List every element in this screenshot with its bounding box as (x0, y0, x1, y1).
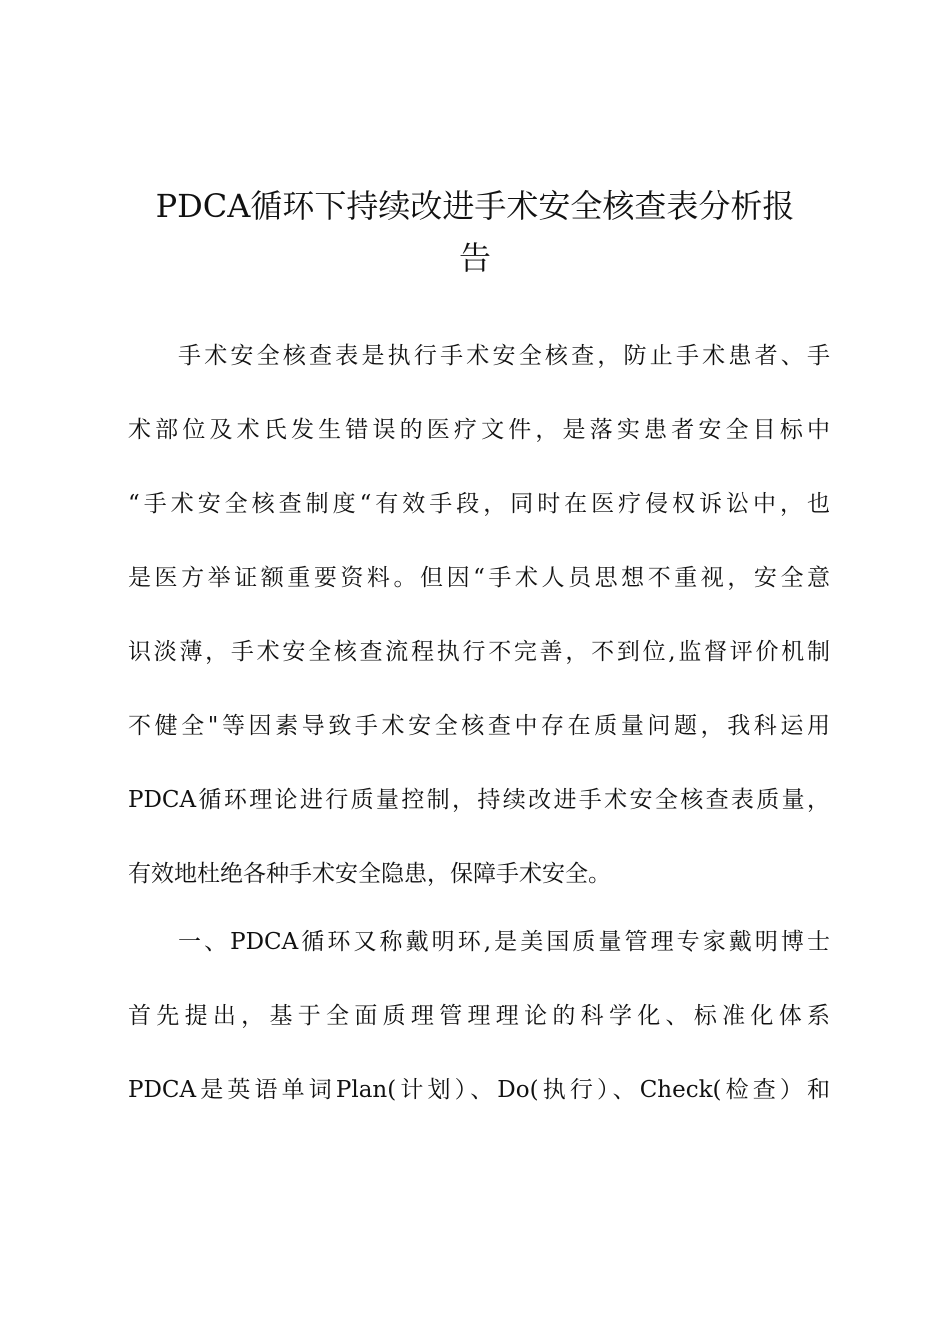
paragraph-2-line: 首先提出，基于全面质理管理理论的科学化、标准化体系 (128, 1003, 830, 1029)
paragraph-2-line: PDCA是英语单词Plan(计划）、Do(执行）、Check(检查）和 (128, 1077, 830, 1103)
paragraph-1-line: 手术安全核查表是执行手术安全核查，防止手术患者、手 (178, 343, 830, 369)
document-title-line-2: 告 (458, 239, 491, 277)
document-title-line-1: PDCA循环下持续改进手术安全核查表分析报 (155, 187, 795, 225)
paragraph-1-line: “手术安全核查制度“有效手段，同时在医疗侵权诉讼中，也 (128, 491, 830, 517)
paragraph-2-line: 一、PDCA循环又称戴明环,是美国质量管理专家戴明博士 (178, 929, 830, 955)
paragraph-1-line: 有效地杜绝各种手术安全隐患，保障手术安全。 (128, 861, 611, 887)
paragraph-1-line: 术部位及术氏发生错误的医疗文件，是落实患者安全目标中 (128, 417, 830, 443)
paragraph-1-line: PDCA循环理论进行质量控制，持续改进手术安全核查表质量， (128, 787, 830, 813)
paragraph-1-line: 不健全"等因素导致手术安全核查中存在质量问题，我科运用 (128, 713, 830, 739)
paragraph-1-line: 是医方举证额重要资料。但因“手术人员思想不重视，安全意 (128, 565, 830, 591)
paragraph-1-line: 识淡薄，手术安全核查流程执行不完善，不到位,监督评价机制 (128, 639, 830, 665)
